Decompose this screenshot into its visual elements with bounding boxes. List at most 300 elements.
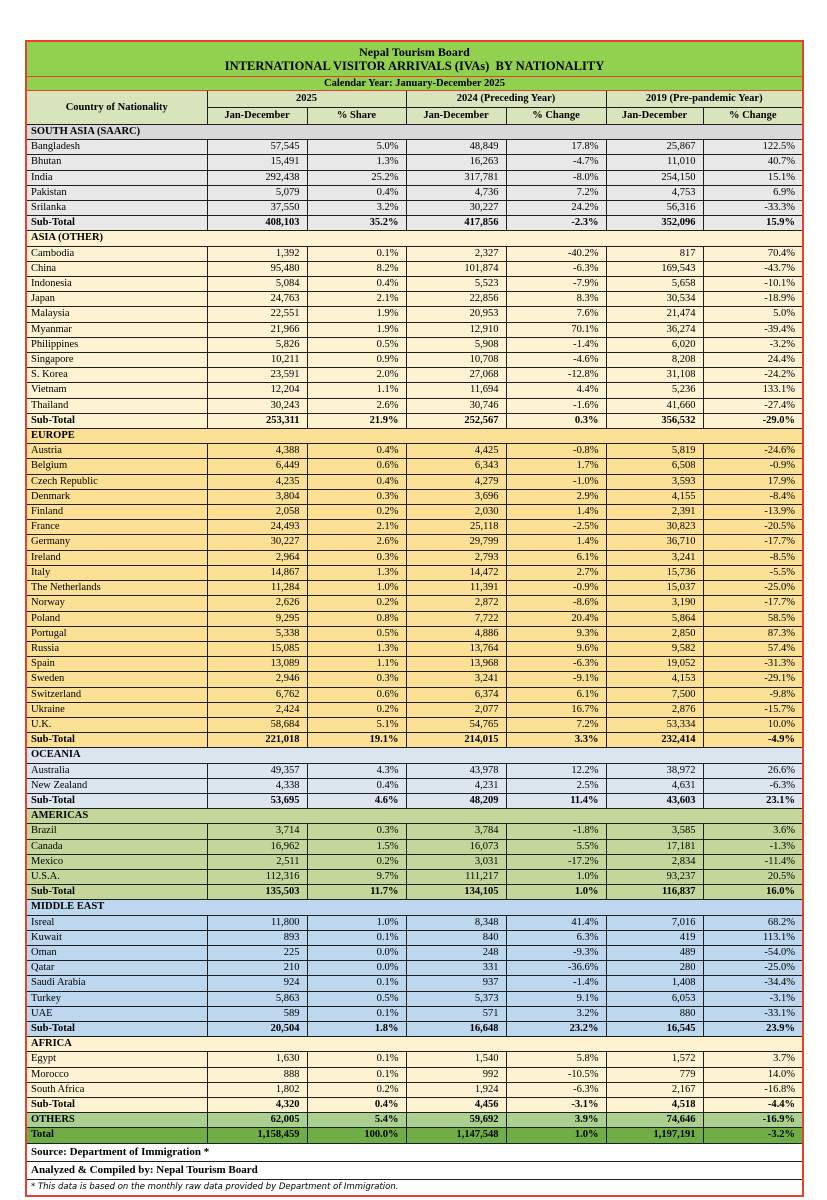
- source-row: [26, 1143, 803, 1161]
- page-title: INTERNATIONAL VISITOR ARRIVALS (IVAs) BY NATIONALITY: [224, 59, 605, 73]
- value-cell: 11,010: [606, 155, 703, 170]
- value-cell: 3,714: [207, 824, 307, 839]
- table-row: [26, 1067, 803, 1082]
- value-cell: 58,684: [207, 717, 307, 732]
- value-cell: 25.2%: [307, 170, 406, 185]
- iva-table: [25, 40, 804, 1197]
- value-cell: -1.8%: [506, 824, 606, 839]
- col-header-country: Country of Nationality: [26, 91, 207, 125]
- value-cell: 0.1%: [307, 930, 406, 945]
- value-cell: 6.9%: [703, 185, 803, 200]
- value-cell: 0.0%: [307, 961, 406, 976]
- value-cell: -5.5%: [703, 565, 803, 580]
- value-cell: -29.1%: [703, 672, 803, 687]
- value-cell: 2,058: [207, 505, 307, 520]
- value-cell: 20,504: [207, 1021, 307, 1036]
- value-cell: 24,493: [207, 520, 307, 535]
- value-cell: 3,593: [606, 474, 703, 489]
- value-cell: 15.9%: [703, 216, 803, 231]
- table-row: [26, 353, 803, 368]
- section-header: [26, 809, 803, 824]
- value-cell: 38,972: [606, 763, 703, 778]
- value-cell: 3.9%: [506, 1113, 606, 1128]
- value-cell: 5.0%: [703, 307, 803, 322]
- value-cell: -9.3%: [506, 945, 606, 960]
- value-cell: 3.7%: [703, 1052, 803, 1067]
- value-cell: 4,388: [207, 444, 307, 459]
- value-cell: 5.0%: [307, 140, 406, 155]
- value-cell: 11.4%: [506, 793, 606, 808]
- value-cell: 19.1%: [307, 733, 406, 748]
- table-row: [26, 581, 803, 596]
- table-row: [26, 930, 803, 945]
- table-row: [26, 1082, 803, 1097]
- value-cell: 0.3%: [307, 672, 406, 687]
- value-cell: 9.3%: [506, 626, 606, 641]
- table-row: [26, 717, 803, 732]
- country-cell: Philippines: [26, 337, 207, 352]
- value-cell: 4,320: [207, 1098, 307, 1113]
- table-row: [26, 763, 803, 778]
- value-cell: 11.7%: [307, 885, 406, 900]
- value-cell: -2.5%: [506, 520, 606, 535]
- value-cell: 0.4%: [307, 185, 406, 200]
- value-cell: 12,204: [207, 383, 307, 398]
- value-cell: -20.5%: [703, 520, 803, 535]
- section-title: OCEANIA: [26, 748, 803, 763]
- value-cell: 4,235: [207, 474, 307, 489]
- value-cell: 5,084: [207, 277, 307, 292]
- value-cell: 30,534: [606, 292, 703, 307]
- country-cell: Oman: [26, 945, 207, 960]
- value-cell: 16,073: [406, 839, 506, 854]
- value-cell: 6,449: [207, 459, 307, 474]
- value-cell: -13.9%: [703, 505, 803, 520]
- value-cell: 1.5%: [307, 839, 406, 854]
- value-cell: 2,964: [207, 550, 307, 565]
- value-cell: 3,241: [606, 550, 703, 565]
- value-cell: 169,543: [606, 261, 703, 276]
- value-cell: 0.1%: [307, 976, 406, 991]
- value-cell: 1,802: [207, 1082, 307, 1097]
- value-cell: 14,472: [406, 565, 506, 580]
- value-cell: 3,190: [606, 596, 703, 611]
- col-group-2024: 2024 (Preceding Year): [406, 91, 606, 108]
- country-cell: Czech Republic: [26, 474, 207, 489]
- value-cell: 0.3%: [307, 489, 406, 504]
- country-cell: Pakistan: [26, 185, 207, 200]
- value-cell: 2,834: [606, 854, 703, 869]
- value-cell: 93,237: [606, 869, 703, 884]
- value-cell: 48,209: [406, 793, 506, 808]
- section-header: [26, 125, 803, 140]
- value-cell: 24.4%: [703, 353, 803, 368]
- country-cell: Sub-Total: [26, 733, 207, 748]
- value-cell: 253,311: [207, 413, 307, 428]
- value-cell: 133.1%: [703, 383, 803, 398]
- value-cell: 8.2%: [307, 261, 406, 276]
- value-cell: 2.6%: [307, 535, 406, 550]
- value-cell: 4,456: [406, 1098, 506, 1113]
- table-row: [26, 489, 803, 504]
- country-cell: Italy: [26, 565, 207, 580]
- value-cell: 25,118: [406, 520, 506, 535]
- value-cell: 16.0%: [703, 885, 803, 900]
- value-cell: 16,962: [207, 839, 307, 854]
- value-cell: 122.5%: [703, 140, 803, 155]
- value-cell: 57,545: [207, 140, 307, 155]
- others-row: [26, 1113, 803, 1128]
- value-cell: 6,374: [406, 687, 506, 702]
- value-cell: 2,626: [207, 596, 307, 611]
- value-cell: 111,217: [406, 869, 506, 884]
- value-cell: 0.2%: [307, 505, 406, 520]
- value-cell: 292,438: [207, 170, 307, 185]
- table-body: [26, 125, 803, 1144]
- value-cell: 254,150: [606, 170, 703, 185]
- value-cell: 1.1%: [307, 383, 406, 398]
- value-cell: 9,295: [207, 611, 307, 626]
- value-cell: 30,823: [606, 520, 703, 535]
- value-cell: 21,474: [606, 307, 703, 322]
- value-cell: 7.6%: [506, 307, 606, 322]
- country-cell: Saudi Arabia: [26, 976, 207, 991]
- value-cell: 1,540: [406, 1052, 506, 1067]
- value-cell: 36,274: [606, 322, 703, 337]
- value-cell: 317,781: [406, 170, 506, 185]
- value-cell: 101,874: [406, 261, 506, 276]
- value-cell: 1,572: [606, 1052, 703, 1067]
- table-row: [26, 991, 803, 1006]
- value-cell: 14.0%: [703, 1067, 803, 1082]
- value-cell: 1.0%: [307, 915, 406, 930]
- value-cell: -0.9%: [703, 459, 803, 474]
- country-cell: OTHERS: [26, 1113, 207, 1128]
- value-cell: 888: [207, 1067, 307, 1082]
- country-cell: Sub-Total: [26, 793, 207, 808]
- value-cell: -4.6%: [506, 353, 606, 368]
- value-cell: 356,532: [606, 413, 703, 428]
- value-cell: 6,053: [606, 991, 703, 1006]
- title-block: [26, 41, 803, 77]
- value-cell: 24.2%: [506, 201, 606, 216]
- table-row: [26, 261, 803, 276]
- country-cell: Sub-Total: [26, 1021, 207, 1036]
- table-row: [26, 140, 803, 155]
- value-cell: 280: [606, 961, 703, 976]
- value-cell: 19,052: [606, 657, 703, 672]
- value-cell: 30,243: [207, 398, 307, 413]
- value-cell: -6.3%: [506, 657, 606, 672]
- value-cell: 15,491: [207, 155, 307, 170]
- value-cell: -25.0%: [703, 581, 803, 596]
- value-cell: 0.2%: [307, 596, 406, 611]
- value-cell: 2,167: [606, 1082, 703, 1097]
- value-cell: 1.7%: [506, 459, 606, 474]
- subtotal-row: [26, 216, 803, 231]
- value-cell: -24.2%: [703, 368, 803, 383]
- value-cell: 2,391: [606, 505, 703, 520]
- country-cell: Mexico: [26, 854, 207, 869]
- value-cell: 15,736: [606, 565, 703, 580]
- table-row: [26, 322, 803, 337]
- value-cell: 9.7%: [307, 869, 406, 884]
- value-cell: 5,826: [207, 337, 307, 352]
- value-cell: 0.6%: [307, 459, 406, 474]
- value-cell: 0.4%: [307, 444, 406, 459]
- country-cell: U.K.: [26, 717, 207, 732]
- section-title: AMERICAS: [26, 809, 803, 824]
- table-footer: [26, 1143, 803, 1196]
- country-cell: Finland: [26, 505, 207, 520]
- value-cell: 17.9%: [703, 474, 803, 489]
- value-cell: 26.6%: [703, 763, 803, 778]
- value-cell: 56,316: [606, 201, 703, 216]
- value-cell: 0.5%: [307, 991, 406, 1006]
- value-cell: 20.4%: [506, 611, 606, 626]
- value-cell: 6,020: [606, 337, 703, 352]
- value-cell: -25.0%: [703, 961, 803, 976]
- table-row: [26, 839, 803, 854]
- value-cell: 5,523: [406, 277, 506, 292]
- value-cell: 5,908: [406, 337, 506, 352]
- section-title: SOUTH ASIA (SAARC): [26, 125, 803, 140]
- source-note: Source: Department of Immigration *: [26, 1143, 803, 1161]
- value-cell: 1,924: [406, 1082, 506, 1097]
- value-cell: 7.2%: [506, 185, 606, 200]
- value-cell: -31.3%: [703, 657, 803, 672]
- table-row: [26, 915, 803, 930]
- value-cell: 0.0%: [307, 945, 406, 960]
- subtotal-row: [26, 413, 803, 428]
- value-cell: -3.1%: [703, 991, 803, 1006]
- value-cell: 5,658: [606, 277, 703, 292]
- value-cell: 992: [406, 1067, 506, 1082]
- value-cell: 36,710: [606, 535, 703, 550]
- col-header-2025-jandec: Jan-December: [207, 108, 307, 125]
- country-cell: Russia: [26, 641, 207, 656]
- table-row: [26, 535, 803, 550]
- value-cell: 1,392: [207, 246, 307, 261]
- value-cell: 70.1%: [506, 322, 606, 337]
- value-cell: 4,338: [207, 778, 307, 793]
- table-row: [26, 854, 803, 869]
- country-cell: Austria: [26, 444, 207, 459]
- value-cell: 2,946: [207, 672, 307, 687]
- value-cell: 12.2%: [506, 763, 606, 778]
- value-cell: 113.1%: [703, 930, 803, 945]
- compiled-row: [26, 1161, 803, 1179]
- value-cell: 9.1%: [506, 991, 606, 1006]
- section-header: [26, 231, 803, 246]
- section-title: ASIA (OTHER): [26, 231, 803, 246]
- value-cell: 0.9%: [307, 353, 406, 368]
- value-cell: 2,872: [406, 596, 506, 611]
- value-cell: 112,316: [207, 869, 307, 884]
- compiled-note: Analyzed & Compiled by: Nepal Tourism Board: [26, 1161, 803, 1179]
- value-cell: 3,696: [406, 489, 506, 504]
- value-cell: 23,591: [207, 368, 307, 383]
- value-cell: 589: [207, 1006, 307, 1021]
- value-cell: 10.0%: [703, 717, 803, 732]
- country-cell: France: [26, 520, 207, 535]
- value-cell: 5,863: [207, 991, 307, 1006]
- section-title: MIDDLE EAST: [26, 900, 803, 915]
- value-cell: -9.8%: [703, 687, 803, 702]
- country-cell: Japan: [26, 292, 207, 307]
- value-cell: 2,030: [406, 505, 506, 520]
- value-cell: 4.3%: [307, 763, 406, 778]
- value-cell: 23.9%: [703, 1021, 803, 1036]
- value-cell: -7.9%: [506, 277, 606, 292]
- value-cell: -4.7%: [506, 155, 606, 170]
- value-cell: 1.0%: [506, 1128, 606, 1143]
- value-cell: 5,373: [406, 991, 506, 1006]
- value-cell: 5,864: [606, 611, 703, 626]
- org-title: Nepal Tourism Board: [359, 45, 470, 59]
- value-cell: 3,241: [406, 672, 506, 687]
- table-row: [26, 201, 803, 216]
- value-cell: 4,736: [406, 185, 506, 200]
- section-header: [26, 429, 803, 444]
- country-cell: Thailand: [26, 398, 207, 413]
- value-cell: -8.5%: [703, 550, 803, 565]
- value-cell: 1.4%: [506, 505, 606, 520]
- country-cell: Portugal: [26, 626, 207, 641]
- country-cell: Denmark: [26, 489, 207, 504]
- value-cell: 2.0%: [307, 368, 406, 383]
- table-row: [26, 459, 803, 474]
- value-cell: -10.5%: [506, 1067, 606, 1082]
- value-cell: 100.0%: [307, 1128, 406, 1143]
- value-cell: 24,763: [207, 292, 307, 307]
- value-cell: -1.0%: [506, 474, 606, 489]
- table-row: [26, 155, 803, 170]
- value-cell: -11.4%: [703, 854, 803, 869]
- value-cell: -54.0%: [703, 945, 803, 960]
- value-cell: 0.3%: [307, 824, 406, 839]
- value-cell: 13,764: [406, 641, 506, 656]
- country-cell: Turkey: [26, 991, 207, 1006]
- value-cell: 8,348: [406, 915, 506, 930]
- value-cell: 3,031: [406, 854, 506, 869]
- value-cell: 1.1%: [307, 657, 406, 672]
- value-cell: -8.6%: [506, 596, 606, 611]
- country-cell: UAE: [26, 1006, 207, 1021]
- table-row: [26, 520, 803, 535]
- table-row: [26, 277, 803, 292]
- value-cell: 4,279: [406, 474, 506, 489]
- value-cell: 6.1%: [506, 550, 606, 565]
- value-cell: 4,425: [406, 444, 506, 459]
- value-cell: 135,503: [207, 885, 307, 900]
- value-cell: 2,077: [406, 702, 506, 717]
- value-cell: 22,551: [207, 307, 307, 322]
- col-header-2019-jandec: Jan-December: [606, 108, 703, 125]
- value-cell: 1,630: [207, 1052, 307, 1067]
- col-header-2024-change: % Change: [506, 108, 606, 125]
- value-cell: 11,800: [207, 915, 307, 930]
- calendar-year-label: Calendar Year: January-December 2025: [26, 77, 803, 91]
- country-cell: Sub-Total: [26, 413, 207, 428]
- country-cell: China: [26, 261, 207, 276]
- value-cell: 1.0%: [506, 869, 606, 884]
- value-cell: 11,284: [207, 581, 307, 596]
- value-cell: 0.6%: [307, 687, 406, 702]
- table-row: [26, 1006, 803, 1021]
- value-cell: 62,005: [207, 1113, 307, 1128]
- value-cell: 8,208: [606, 353, 703, 368]
- value-cell: -0.9%: [506, 581, 606, 596]
- value-cell: 2.6%: [307, 398, 406, 413]
- value-cell: -16.9%: [703, 1113, 803, 1128]
- value-cell: 43,603: [606, 793, 703, 808]
- table-row: [26, 565, 803, 580]
- country-cell: Spain: [26, 657, 207, 672]
- value-cell: 2,424: [207, 702, 307, 717]
- section-header: [26, 900, 803, 915]
- value-cell: 70.4%: [703, 246, 803, 261]
- value-cell: 16,263: [406, 155, 506, 170]
- value-cell: 571: [406, 1006, 506, 1021]
- section-title: AFRICA: [26, 1037, 803, 1052]
- value-cell: 11,694: [406, 383, 506, 398]
- value-cell: 134,105: [406, 885, 506, 900]
- table-row: [26, 611, 803, 626]
- value-cell: -1.6%: [506, 398, 606, 413]
- value-cell: 5.5%: [506, 839, 606, 854]
- value-cell: -36.6%: [506, 961, 606, 976]
- value-cell: 0.1%: [307, 1006, 406, 1021]
- value-cell: 5,079: [207, 185, 307, 200]
- table-row: [26, 702, 803, 717]
- value-cell: 10,211: [207, 353, 307, 368]
- value-cell: 57.4%: [703, 641, 803, 656]
- value-cell: 9,582: [606, 641, 703, 656]
- value-cell: 5,819: [606, 444, 703, 459]
- value-cell: 4,231: [406, 778, 506, 793]
- country-cell: Singapore: [26, 353, 207, 368]
- value-cell: 937: [406, 976, 506, 991]
- table-row: [26, 672, 803, 687]
- value-cell: 5.8%: [506, 1052, 606, 1067]
- value-cell: 48,849: [406, 140, 506, 155]
- table-row: [26, 474, 803, 489]
- country-cell: Norway: [26, 596, 207, 611]
- value-cell: 417,856: [406, 216, 506, 231]
- value-cell: 2.7%: [506, 565, 606, 580]
- value-cell: 4,753: [606, 185, 703, 200]
- value-cell: -6.3%: [506, 261, 606, 276]
- value-cell: 58.5%: [703, 611, 803, 626]
- value-cell: 3,585: [606, 824, 703, 839]
- value-cell: 2,876: [606, 702, 703, 717]
- column-group-header-row: [26, 91, 803, 108]
- country-cell: Kuwait: [26, 930, 207, 945]
- country-cell: India: [26, 170, 207, 185]
- value-cell: 1.0%: [506, 885, 606, 900]
- value-cell: 1,197,191: [606, 1128, 703, 1143]
- value-cell: 5,338: [207, 626, 307, 641]
- value-cell: -33.1%: [703, 1006, 803, 1021]
- value-cell: 11,391: [406, 581, 506, 596]
- country-cell: Malaysia: [26, 307, 207, 322]
- value-cell: -8.0%: [506, 170, 606, 185]
- value-cell: 7.2%: [506, 717, 606, 732]
- value-cell: 16,648: [406, 1021, 506, 1036]
- value-cell: 12,910: [406, 322, 506, 337]
- country-cell: The Netherlands: [26, 581, 207, 596]
